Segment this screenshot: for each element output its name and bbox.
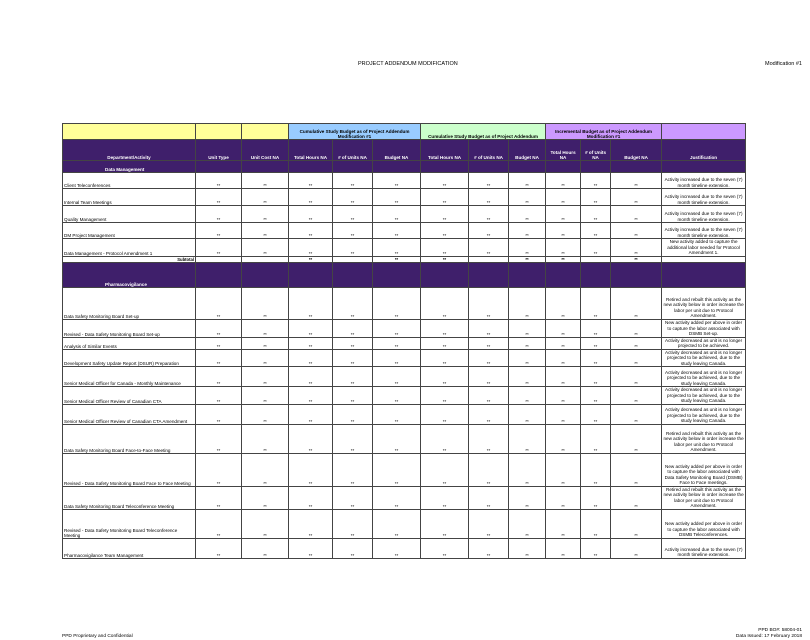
table-row xyxy=(63,206,746,223)
modification-label: Modification #1 xyxy=(765,61,802,67)
value-cell: ** xyxy=(421,337,469,349)
value-cell: ** xyxy=(289,319,333,337)
value-cell: ** xyxy=(196,189,242,206)
value-cell: ** xyxy=(509,287,546,319)
value-cell: ** xyxy=(469,424,509,453)
value-cell: ** xyxy=(469,453,509,486)
value-cell: ** xyxy=(421,486,469,509)
value-cell: ** xyxy=(469,189,509,206)
value-cell: ** xyxy=(581,173,611,189)
cumulative-budget-prior-header: Cumulative Study Budget as of Project Addendum xyxy=(421,124,546,140)
value-cell: ** xyxy=(546,486,581,509)
value-cell: ** xyxy=(373,287,421,319)
value-cell: ** xyxy=(469,223,509,239)
value-cell: ** xyxy=(289,239,333,257)
table-row xyxy=(63,387,746,405)
activity-cell: Quality Management xyxy=(63,206,196,223)
value-cell: ** xyxy=(421,173,469,189)
value-cell: ** xyxy=(581,367,611,387)
value-cell: ** xyxy=(373,337,421,349)
column-header: Justification xyxy=(662,140,746,161)
table-row xyxy=(63,509,746,538)
justification-cell: New activity added per above in order to capture the labor associated with DSMB Teleconferences. xyxy=(662,509,746,538)
activity-cell: Internal Team Meetings xyxy=(63,189,196,206)
table-row xyxy=(63,173,746,189)
value-cell: ** xyxy=(196,337,242,349)
subtotal-value: ** xyxy=(546,256,581,262)
value-cell: ** xyxy=(581,453,611,486)
column-header: Department/Activity xyxy=(63,140,196,161)
category-title: Pharmacovigilance xyxy=(63,262,196,287)
justification-cell: Activity increased due to the seven (7) month timeline extension. xyxy=(662,223,746,239)
justification-cell: Activity decreased as unit is no longer projected to be achieved, due to the study leaving Canada. xyxy=(662,367,746,387)
justification-cell: Activity decreased as unit is no longer projected to be achieved, due to the study leaving Canada. xyxy=(662,387,746,405)
value-cell: ** xyxy=(289,349,333,367)
value-cell: ** xyxy=(546,424,581,453)
value-cell: ** xyxy=(196,486,242,509)
value-cell: ** xyxy=(196,319,242,337)
value-cell: ** xyxy=(373,223,421,239)
value-cell: ** xyxy=(546,206,581,223)
value-cell: ** xyxy=(469,239,509,257)
value-cell: ** xyxy=(333,367,373,387)
justification-cell: Activity decreased as unit is no longer projected to be achieved. xyxy=(662,337,746,349)
document-title: PROJECT ADDENDUM MODIFICATION xyxy=(358,61,458,67)
value-cell: ** xyxy=(611,173,662,189)
activity-cell: Data Management - Protocol Amendment 1 xyxy=(63,239,196,257)
table-row xyxy=(63,367,746,387)
justification-cell: Activity decreased as unit is no longer projected to be achieved, due to the study leaving Canada. xyxy=(662,349,746,367)
value-cell: ** xyxy=(611,404,662,424)
value-cell: ** xyxy=(509,509,546,538)
column-header: Budget NA xyxy=(611,140,662,161)
value-cell: ** xyxy=(469,173,509,189)
value-cell: ** xyxy=(509,424,546,453)
value-cell: ** xyxy=(373,538,421,558)
value-cell: ** xyxy=(289,404,333,424)
value-cell: ** xyxy=(373,319,421,337)
value-cell: ** xyxy=(289,189,333,206)
cumulative-budget-header: Cumulative Study Budget as of Project Addendum Modification #1 xyxy=(289,124,421,140)
activity-cell: Client Teleconferences xyxy=(63,173,196,189)
value-cell: ** xyxy=(469,349,509,367)
value-cell: ** xyxy=(421,189,469,206)
justification-cell: New activity added to capture the additional labor needed for Protocol Amendment 1. xyxy=(662,239,746,257)
value-cell: ** xyxy=(333,223,373,239)
value-cell: ** xyxy=(289,173,333,189)
value-cell: ** xyxy=(611,287,662,319)
value-cell: ** xyxy=(373,173,421,189)
value-cell: ** xyxy=(242,189,289,206)
value-cell: ** xyxy=(373,206,421,223)
subtotal-value: ** xyxy=(289,256,333,262)
value-cell: ** xyxy=(469,486,509,509)
value-cell: ** xyxy=(373,486,421,509)
value-cell: ** xyxy=(546,509,581,538)
value-cell: ** xyxy=(196,349,242,367)
table-row xyxy=(63,453,746,486)
value-cell: ** xyxy=(469,337,509,349)
justification-cell: New activity added per above in order to capture the labor associated with Data Safety Monitoring Board (DSMB) Face to Face meetings. xyxy=(662,453,746,486)
table-row xyxy=(63,424,746,453)
column-header: Total Hours NA xyxy=(289,140,333,161)
value-cell: ** xyxy=(546,223,581,239)
value-cell: ** xyxy=(611,223,662,239)
value-cell: ** xyxy=(333,206,373,223)
value-cell: ** xyxy=(196,287,242,319)
value-cell: ** xyxy=(469,387,509,405)
value-cell: ** xyxy=(469,404,509,424)
value-cell: ** xyxy=(581,223,611,239)
value-cell: ** xyxy=(373,367,421,387)
table-row xyxy=(63,538,746,558)
value-cell: ** xyxy=(373,387,421,405)
category-row xyxy=(63,262,746,287)
subtotal-value: ** xyxy=(611,256,662,262)
value-cell: ** xyxy=(509,404,546,424)
value-cell: ** xyxy=(469,538,509,558)
value-cell: ** xyxy=(546,239,581,257)
value-cell: ** xyxy=(581,239,611,257)
value-cell: ** xyxy=(509,189,546,206)
justification-cell: Activity increased due to the seven (7) month timeline extension. xyxy=(662,189,746,206)
value-cell: ** xyxy=(196,367,242,387)
value-cell: ** xyxy=(469,509,509,538)
activity-cell: Revised - Data Safety Monitoring Board Set-up xyxy=(63,319,196,337)
activity-cell: Analysis of Similar Events xyxy=(63,337,196,349)
column-header: Total Hours NA xyxy=(421,140,469,161)
value-cell: ** xyxy=(611,337,662,349)
value-cell: ** xyxy=(242,349,289,367)
value-cell: ** xyxy=(581,319,611,337)
value-cell: ** xyxy=(289,367,333,387)
justification-cell: Retired and rebuilt this activity as the new activity below in order increase the labor per unit due to Protocol Amendment. xyxy=(662,287,746,319)
value-cell: ** xyxy=(581,337,611,349)
section-header-row xyxy=(63,124,746,140)
value-cell: ** xyxy=(509,319,546,337)
value-cell: ** xyxy=(421,319,469,337)
value-cell: ** xyxy=(196,424,242,453)
column-header-row xyxy=(63,140,746,161)
value-cell: ** xyxy=(333,486,373,509)
value-cell: ** xyxy=(421,223,469,239)
value-cell: ** xyxy=(289,223,333,239)
justification-cell: Activity increased due to the seven (7) month timeline extension. xyxy=(662,538,746,558)
value-cell: ** xyxy=(611,424,662,453)
value-cell: ** xyxy=(581,189,611,206)
value-cell: ** xyxy=(333,287,373,319)
table-row xyxy=(63,486,746,509)
table-row xyxy=(63,189,746,206)
activity-cell: Revised - Data Safety Monitoring Board Face to Face Meeting xyxy=(63,453,196,486)
value-cell: ** xyxy=(333,189,373,206)
value-cell: ** xyxy=(611,509,662,538)
value-cell: ** xyxy=(196,239,242,257)
value-cell: ** xyxy=(289,453,333,486)
incremental-budget-header: Incremental Budget as of Project Addendum Modification #1 xyxy=(546,124,662,140)
value-cell: ** xyxy=(611,206,662,223)
value-cell: ** xyxy=(469,206,509,223)
value-cell: ** xyxy=(373,239,421,257)
value-cell: ** xyxy=(546,337,581,349)
value-cell: ** xyxy=(242,206,289,223)
value-cell: ** xyxy=(242,337,289,349)
value-cell: ** xyxy=(509,173,546,189)
activity-cell: Data Safety Monitoring Board Set-up xyxy=(63,287,196,319)
value-cell: ** xyxy=(611,453,662,486)
value-cell: ** xyxy=(196,206,242,223)
value-cell: ** xyxy=(546,319,581,337)
footer-confidential: PPD Proprietary and Confidential xyxy=(62,634,133,639)
value-cell: ** xyxy=(581,509,611,538)
value-cell: ** xyxy=(289,337,333,349)
value-cell: ** xyxy=(421,287,469,319)
justification-cell: New activity added per above in order to capture the labor associated with DSMB Set-up. xyxy=(662,319,746,337)
value-cell: ** xyxy=(373,349,421,367)
value-cell: ** xyxy=(611,486,662,509)
table-row xyxy=(63,223,746,239)
value-cell: ** xyxy=(373,453,421,486)
value-cell: ** xyxy=(581,206,611,223)
value-cell: ** xyxy=(509,337,546,349)
column-header: # of Units NA xyxy=(581,140,611,161)
justification-cell: Retired and rebuilt this activity as the new activity below in order increase the labor per unit due to Protocol Amendment. xyxy=(662,424,746,453)
value-cell: ** xyxy=(242,453,289,486)
value-cell: ** xyxy=(581,538,611,558)
value-cell: ** xyxy=(611,239,662,257)
value-cell: ** xyxy=(581,486,611,509)
value-cell: ** xyxy=(546,349,581,367)
value-cell: ** xyxy=(509,486,546,509)
value-cell: ** xyxy=(373,424,421,453)
subtotal-label: Subtotal xyxy=(63,256,196,262)
value-cell: ** xyxy=(546,367,581,387)
value-cell: ** xyxy=(242,239,289,257)
value-cell: ** xyxy=(509,367,546,387)
column-header: Total Hours NA xyxy=(546,140,581,161)
value-cell: ** xyxy=(196,509,242,538)
value-cell: ** xyxy=(289,287,333,319)
value-cell: ** xyxy=(581,349,611,367)
value-cell: ** xyxy=(196,223,242,239)
value-cell: ** xyxy=(333,424,373,453)
column-header: # of Units NA xyxy=(469,140,509,161)
document-footer xyxy=(0,628,810,640)
activity-cell: Senior Medical Officer for Canada - Monthly Maintenance xyxy=(63,367,196,387)
value-cell: ** xyxy=(509,239,546,257)
value-cell: ** xyxy=(421,424,469,453)
table-row xyxy=(63,404,746,424)
value-cell: ** xyxy=(242,387,289,405)
footer-date: Data Issued: 17 February 2018 xyxy=(735,634,802,639)
value-cell: ** xyxy=(289,206,333,223)
value-cell: ** xyxy=(196,387,242,405)
value-cell: ** xyxy=(509,206,546,223)
value-cell: ** xyxy=(421,509,469,538)
table-row xyxy=(63,349,746,367)
value-cell: ** xyxy=(289,509,333,538)
value-cell: ** xyxy=(373,404,421,424)
value-cell: ** xyxy=(611,538,662,558)
table-row xyxy=(63,287,746,319)
value-cell: ** xyxy=(242,538,289,558)
value-cell: ** xyxy=(196,538,242,558)
value-cell: ** xyxy=(333,538,373,558)
value-cell: ** xyxy=(611,319,662,337)
activity-cell: Data Safety Monitoring Board Face-to-Face Meeting xyxy=(63,424,196,453)
subtotal-value: ** xyxy=(373,256,421,262)
justification-cell: Activity increased due to the seven (7) month timeline extension. xyxy=(662,206,746,223)
value-cell: ** xyxy=(333,387,373,405)
value-cell: ** xyxy=(581,424,611,453)
value-cell: ** xyxy=(242,223,289,239)
category-row xyxy=(63,161,746,173)
value-cell: ** xyxy=(333,239,373,257)
column-header: Budget NA xyxy=(373,140,421,161)
value-cell: ** xyxy=(546,189,581,206)
value-cell: ** xyxy=(469,367,509,387)
activity-cell: Senior Medical Officer Review of Canadian CTA Amendment xyxy=(63,404,196,424)
value-cell: ** xyxy=(333,349,373,367)
value-cell: ** xyxy=(421,349,469,367)
value-cell: ** xyxy=(509,223,546,239)
value-cell: ** xyxy=(289,387,333,405)
value-cell: ** xyxy=(421,453,469,486)
value-cell: ** xyxy=(242,404,289,424)
value-cell: ** xyxy=(242,486,289,509)
value-cell: ** xyxy=(469,287,509,319)
value-cell: ** xyxy=(196,173,242,189)
value-cell: ** xyxy=(421,404,469,424)
value-cell: ** xyxy=(421,538,469,558)
value-cell: ** xyxy=(509,453,546,486)
value-cell: ** xyxy=(242,424,289,453)
value-cell: ** xyxy=(242,367,289,387)
activity-cell: Pharmacovigilance Team Management xyxy=(63,538,196,558)
justification-cell: Activity increased due to the seven (7) month timeline extension. xyxy=(662,173,746,189)
activity-cell: Development Safety Update Report (DSUR) Preparation xyxy=(63,349,196,367)
table-row xyxy=(63,319,746,337)
value-cell: ** xyxy=(421,239,469,257)
column-header: Unit Type xyxy=(196,140,242,161)
activity-cell: Senior Medical Officer Review of Canadian CTA xyxy=(63,387,196,405)
value-cell: ** xyxy=(546,453,581,486)
value-cell: ** xyxy=(242,287,289,319)
activity-cell: Data Safety Monitoring Board Teleconference Meeting xyxy=(63,486,196,509)
value-cell: ** xyxy=(611,349,662,367)
value-cell: ** xyxy=(373,509,421,538)
value-cell: ** xyxy=(196,404,242,424)
value-cell: ** xyxy=(421,387,469,405)
value-cell: ** xyxy=(333,337,373,349)
column-header: Unit Cost NA xyxy=(242,140,289,161)
value-cell: ** xyxy=(242,173,289,189)
subtotal-value: ** xyxy=(509,256,546,262)
value-cell: ** xyxy=(373,189,421,206)
value-cell: ** xyxy=(581,404,611,424)
value-cell: ** xyxy=(196,453,242,486)
table-row xyxy=(63,337,746,349)
value-cell: ** xyxy=(546,387,581,405)
value-cell: ** xyxy=(611,367,662,387)
budget-table xyxy=(62,123,746,559)
value-cell: ** xyxy=(242,509,289,538)
justification-cell: Activity decreased as unit is no longer projected to be achieved, due to the study leaving Canada. xyxy=(662,404,746,424)
column-header: # of Units NA xyxy=(333,140,373,161)
value-cell: ** xyxy=(421,367,469,387)
value-cell: ** xyxy=(333,509,373,538)
value-cell: ** xyxy=(509,349,546,367)
activity-cell: Revised - Data Safety Monitoring Board Teleconference Meeting xyxy=(63,509,196,538)
activity-cell: DM Project Management xyxy=(63,223,196,239)
justification-cell: Retired and rebuilt this activity as the new activity below in order increase the labor per unit due to Protocol Amendment. xyxy=(663,486,744,508)
document-header xyxy=(0,61,810,71)
value-cell: ** xyxy=(333,173,373,189)
value-cell: ** xyxy=(333,319,373,337)
value-cell: ** xyxy=(289,538,333,558)
value-cell: ** xyxy=(611,189,662,206)
value-cell: ** xyxy=(546,404,581,424)
subtotal-value: ** xyxy=(421,256,469,262)
value-cell: ** xyxy=(469,319,509,337)
value-cell: ** xyxy=(289,486,333,509)
column-header: Budget NA xyxy=(509,140,546,161)
value-cell: ** xyxy=(546,173,581,189)
table-row xyxy=(63,239,746,257)
footer-code: PPD BO#: 58004-01 xyxy=(758,628,802,633)
value-cell: ** xyxy=(509,538,546,558)
value-cell: ** xyxy=(611,387,662,405)
value-cell: ** xyxy=(289,424,333,453)
value-cell: ** xyxy=(581,287,611,319)
category-title: Data Management xyxy=(63,161,196,173)
value-cell: ** xyxy=(242,319,289,337)
value-cell: ** xyxy=(333,404,373,424)
value-cell: ** xyxy=(333,453,373,486)
value-cell: ** xyxy=(581,387,611,405)
value-cell: ** xyxy=(421,206,469,223)
value-cell: ** xyxy=(509,387,546,405)
value-cell: ** xyxy=(546,538,581,558)
value-cell: ** xyxy=(546,287,581,319)
